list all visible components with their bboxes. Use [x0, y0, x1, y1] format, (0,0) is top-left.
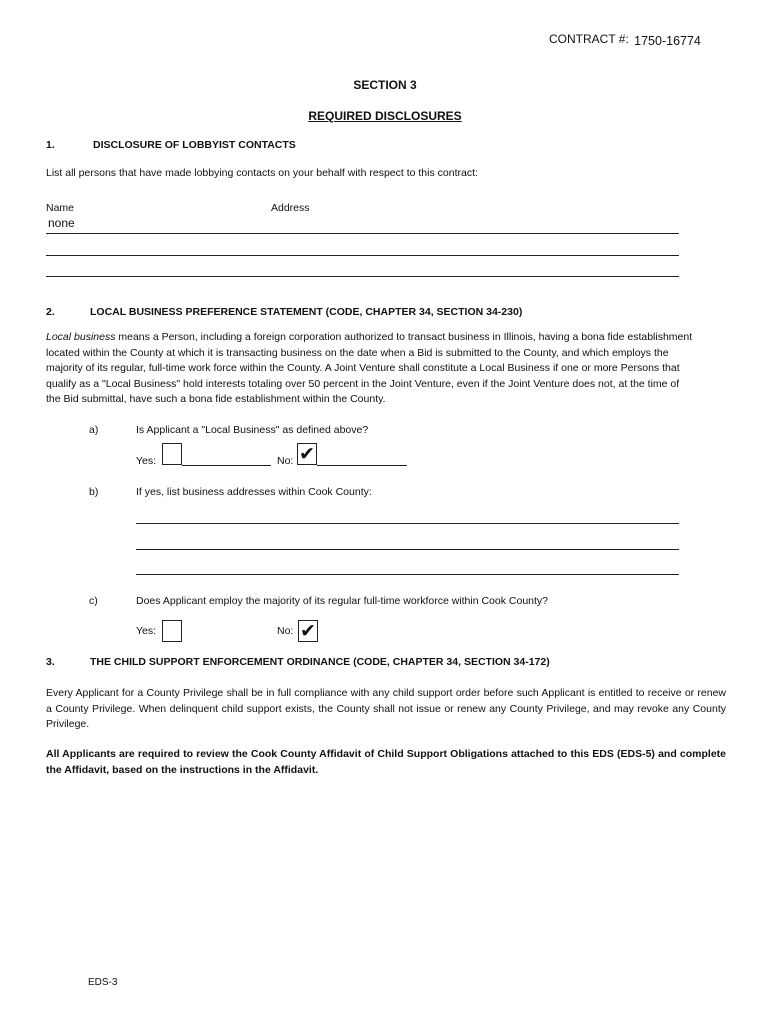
lobbyist-line-2[interactable] [46, 255, 679, 256]
contract-number[interactable]: 1750-16774 [634, 34, 701, 48]
item-b-label: b) [89, 486, 99, 498]
contract-header [549, 32, 701, 46]
address-label: Address [271, 202, 310, 214]
contract-label: CONTRACT #: [549, 32, 629, 46]
c-yes-label: Yes: [136, 625, 157, 637]
name-label: Name [46, 202, 75, 214]
page-id: EDS-3 [88, 977, 118, 988]
s3-number: 3. [46, 656, 55, 668]
address-line-3[interactable] [136, 574, 679, 575]
section-title: SECTION 3 [353, 78, 417, 92]
item-c-label: c) [89, 595, 98, 607]
s2-number: 2. [46, 306, 55, 318]
c-no-checkbox[interactable]: ✔ [298, 620, 318, 642]
c-yes-checkbox[interactable] [162, 620, 182, 642]
s1-number: 1. [46, 139, 55, 151]
s1-instruction: List all persons that have made lobbying contacts on your behalf with respect to this contract: [46, 167, 478, 179]
item-b-question: If yes, list business addresses within Cook County: [136, 486, 372, 498]
a-no-underline [317, 465, 407, 466]
s1-title: DISCLOSURE OF LOBBYIST CONTACTS [93, 139, 296, 151]
lobbyist-line-3[interactable] [46, 276, 679, 277]
page-heading: REQUIRED DISCLOSURES [308, 109, 462, 123]
item-a-label: a) [89, 424, 99, 436]
definition-text: means a Person, including a foreign corporation authorized to transact business in Illinois, having a bona fide establishment located within the County at which it is transacting business on the date when a Bid is submitted to the County, and which employs the majority of its regular, full-time work force within the County. A Joint Venture shall constitute a Local Business if one or more Persons that qualify as a "Local Business" hold interests totaling over 50 percent in the Joint Venture, even if the Joint Venture does not, at the time of the Bid submittal, have such a bona fide establishment within the County. [46, 331, 693, 405]
address-line-1[interactable] [136, 523, 679, 524]
a-no-checkbox[interactable]: ✔ [297, 443, 317, 465]
a-yes-underline [182, 465, 271, 466]
local-business-definition [46, 330, 696, 408]
affidavit-instruction: All Applicants are required to review the Cook County Affidavit of Child Support Obligations attached to this EDS (EDS-5) and complete the Affidavit, based on the instructions in the Affidavit. [46, 748, 726, 776]
lobbyist-name-field[interactable]: none [48, 216, 75, 230]
a-yes-checkbox[interactable] [162, 443, 182, 465]
item-a-question: Is Applicant a "Local Business" as defined above? [136, 424, 369, 436]
s3-title: THE CHILD SUPPORT ENFORCEMENT ORDINANCE (CODE, CHAPTER 34, SECTION 34-172) [90, 656, 550, 668]
c-no-label: No: [277, 625, 294, 637]
definition-term: Local business [46, 331, 116, 343]
s2-title: LOCAL BUSINESS PREFERENCE STATEMENT (CODE, CHAPTER 34, SECTION 34-230) [90, 306, 523, 318]
item-c-question: Does Applicant employ the majority of its regular full-time workforce within Cook County? [136, 595, 549, 607]
a-yes-label: Yes: [136, 455, 157, 467]
a-no-label: No: [277, 455, 294, 467]
lobbyist-line-1 [46, 233, 679, 234]
child-support-paragraph: Every Applicant for a County Privilege shall be in full compliance with any child support order before such Applicant is entitled to receive or renew a County Privilege. When delinquent child support exists, the County shall not issue or renew any County Privilege, and may revoke any County Privilege. [46, 687, 726, 730]
address-line-2[interactable] [136, 549, 679, 550]
